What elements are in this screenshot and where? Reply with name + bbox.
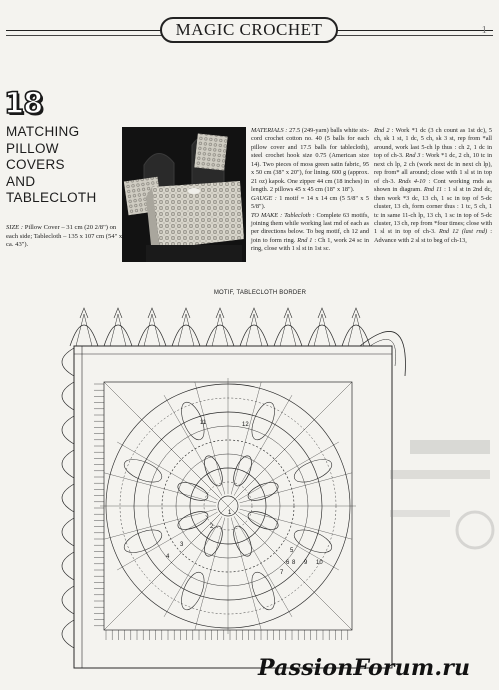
border-scallop <box>206 325 234 346</box>
title-line: COVERS <box>6 157 65 172</box>
rnds-label: Rnds 4-10 <box>398 177 426 185</box>
border-scallop <box>62 586 74 614</box>
materials-label: MATERIALS : <box>251 127 288 134</box>
border-scallop <box>62 518 74 546</box>
to-make-label: TO MAKE : <box>251 211 283 219</box>
gauge-label: GAUGE : <box>251 194 277 202</box>
border-scallop-fan <box>280 314 296 346</box>
chart-frame <box>74 346 392 668</box>
border-picot <box>216 308 224 318</box>
border-scallop-fan <box>76 314 92 346</box>
row-number-label: 11 <box>200 420 207 426</box>
row-number-label: 7 <box>280 570 284 576</box>
size-text <box>6 224 126 250</box>
instructions-column-1 <box>251 127 369 254</box>
border-scallop <box>342 325 370 346</box>
rnd1-label: Rnd 1 <box>297 236 313 244</box>
border-scallop <box>274 325 302 346</box>
border-scallop-fan <box>246 314 262 346</box>
title-line: PILLOW <box>6 140 59 156</box>
diagram-caption: MOTIF, TABLECLOTH BORDER <box>213 290 307 296</box>
row-number-label: 9 <box>304 560 308 566</box>
rnd3-label: Rnd 3 <box>405 152 421 160</box>
rnd11-label: Rnd 11 <box>423 186 442 194</box>
rnds-text: : Cont working rnds as shown in diagram. <box>374 177 492 194</box>
row-number-label: 5 <box>290 548 294 554</box>
border-scallop <box>70 325 98 346</box>
motif-spoke <box>234 516 292 616</box>
crochet-diagram <box>60 296 420 676</box>
motif-spoke <box>238 442 338 500</box>
motif-petal <box>121 455 165 487</box>
gauge-text: 1 motif = 14 x 14 cm (5 5/8" x 5 5/8"). <box>251 194 369 211</box>
size-value: Pillow Cover – 31 cm (20 2/8") on each side; Tablecloth – 135 x 107 cm (54" x ca. 43"). <box>6 224 123 249</box>
border-scallop-fan <box>110 314 126 346</box>
border-scallop-fan <box>348 314 364 346</box>
border-scallop-fan <box>212 314 228 346</box>
border-scallop <box>62 416 74 444</box>
motif-petal <box>291 455 335 487</box>
pattern-title <box>6 124 124 207</box>
border-picot <box>80 308 88 318</box>
border-scallop <box>308 325 336 346</box>
rnd2-text: : Work *1 dc (3 ch count as 1st dc), 5 ch, sk 1 st, 1 dc, 5 ch, sk 3 st, rep from *all around, work last 5-ch lp thus : ch 2, 1 dc in top of ch-3. <box>374 127 492 160</box>
rnd1-text: : Ch 1, work 24 sc in ring, close with 1 sl st in 1st sc. <box>251 236 369 253</box>
title-line: AND <box>6 173 36 189</box>
rnd12-label: Rnd 12 <box>438 228 459 236</box>
product-photo <box>122 127 246 262</box>
motif-spoke <box>164 395 222 495</box>
motif-spoke <box>164 516 222 616</box>
row-number-label: 1 <box>228 510 232 516</box>
border-picot <box>250 308 258 318</box>
border-scallop-fan <box>314 314 330 346</box>
border-scallop <box>138 325 166 346</box>
page-number: 1 <box>481 24 487 36</box>
instructions-column-2 <box>374 127 492 245</box>
row-number-label: 6 <box>286 560 290 566</box>
border-scallop <box>62 382 74 410</box>
border-scallop <box>172 325 200 346</box>
title-line: TABLECLOTH <box>6 190 97 205</box>
show-through-print <box>380 400 499 600</box>
photo-illustration <box>122 127 246 262</box>
motif-petal <box>247 399 279 443</box>
pattern-number: 18 <box>4 86 43 120</box>
to-make-text: : Complete 63 motifs, joining them while working last rnd of each as per directions below. To beg motif, ch 12 and join to form ring. <box>251 211 369 244</box>
motif-petal <box>291 525 335 557</box>
border-scallop <box>62 348 74 376</box>
rnd2-label: Rnd 2 <box>374 127 390 134</box>
size-label: SIZE : <box>6 224 24 231</box>
border-scallop <box>62 552 74 580</box>
border-scallop <box>104 325 132 346</box>
watermark: PassionForum.ru <box>258 655 471 681</box>
tablecloth-label: Tablecloth <box>284 211 311 219</box>
rnd3-text: : Work *1 dc, 2 ch, 10 tc in next ch lp, 2 ch (work next dc in next ch lp), rep from* all around; close with 1 sl st in top of ch-3. <box>374 152 492 185</box>
row-number-label: 12 <box>242 422 249 428</box>
border-scallop-fan <box>144 314 160 346</box>
rnd12-note: (last rnd) <box>461 228 488 236</box>
show-through-illustration <box>380 400 499 600</box>
border-picot <box>182 308 190 318</box>
border-picot <box>352 308 360 318</box>
border-scallop <box>62 620 74 648</box>
border-picot <box>114 308 122 318</box>
row-number-label: 4 <box>166 554 170 560</box>
crochet-chart <box>60 296 420 676</box>
border-scallop <box>62 484 74 512</box>
motif-petal <box>247 569 279 613</box>
motif-petal <box>177 569 209 613</box>
border-scallop <box>240 325 268 346</box>
row-number-label: 3 <box>180 542 184 548</box>
row-number-label: 2 <box>210 524 214 530</box>
row-number-label: 8 <box>292 560 296 566</box>
title-line: MATCHING <box>6 124 80 139</box>
materials-text: 27.5 (249-yarn) balls white six-cord crochet cotton no. 40 (5 balls for each pillow cover and 17.5 balls for tablecloth), steel crochet hook size 0.75 (American size 14). Two pieces of moss green satin fabric, 95 x 50 cm (38" x 20"), for lining. 600 g (approx. 21 oz) kapok. One zipper 44 cm (18 inches) in length. 2 pillows 45 x 45 cm (18" x 18"). <box>251 127 369 194</box>
rnd12-text: : Advance with 2 sl st to beg of ch-13, <box>374 228 493 244</box>
border-scallop-fan <box>178 314 194 346</box>
border-picot <box>318 308 326 318</box>
magazine-title: MAGIC CROCHET <box>160 17 338 43</box>
border-scallop <box>62 450 74 478</box>
border-picot <box>148 308 156 318</box>
motif-spoke <box>117 512 217 570</box>
motif-spoke <box>234 395 292 495</box>
rnd11-text: : 1 sl st in 2nd dc, then work *3 dc, 13 ch, 1 sc in top of 5-dc cluster, 13 ch, form corner thus : 1 tc, 5 ch, 1 tc in same 11-ch lp, 13 ch, 1 sc in top of 5-dc cluster, 13 ch, rep from *four times; close with 1 sl st in top of ch-3. <box>374 186 492 236</box>
motif-spoke <box>117 442 217 500</box>
row-number-label: 10 <box>316 560 323 566</box>
motif-petal <box>121 525 165 557</box>
border-picot <box>284 308 292 318</box>
